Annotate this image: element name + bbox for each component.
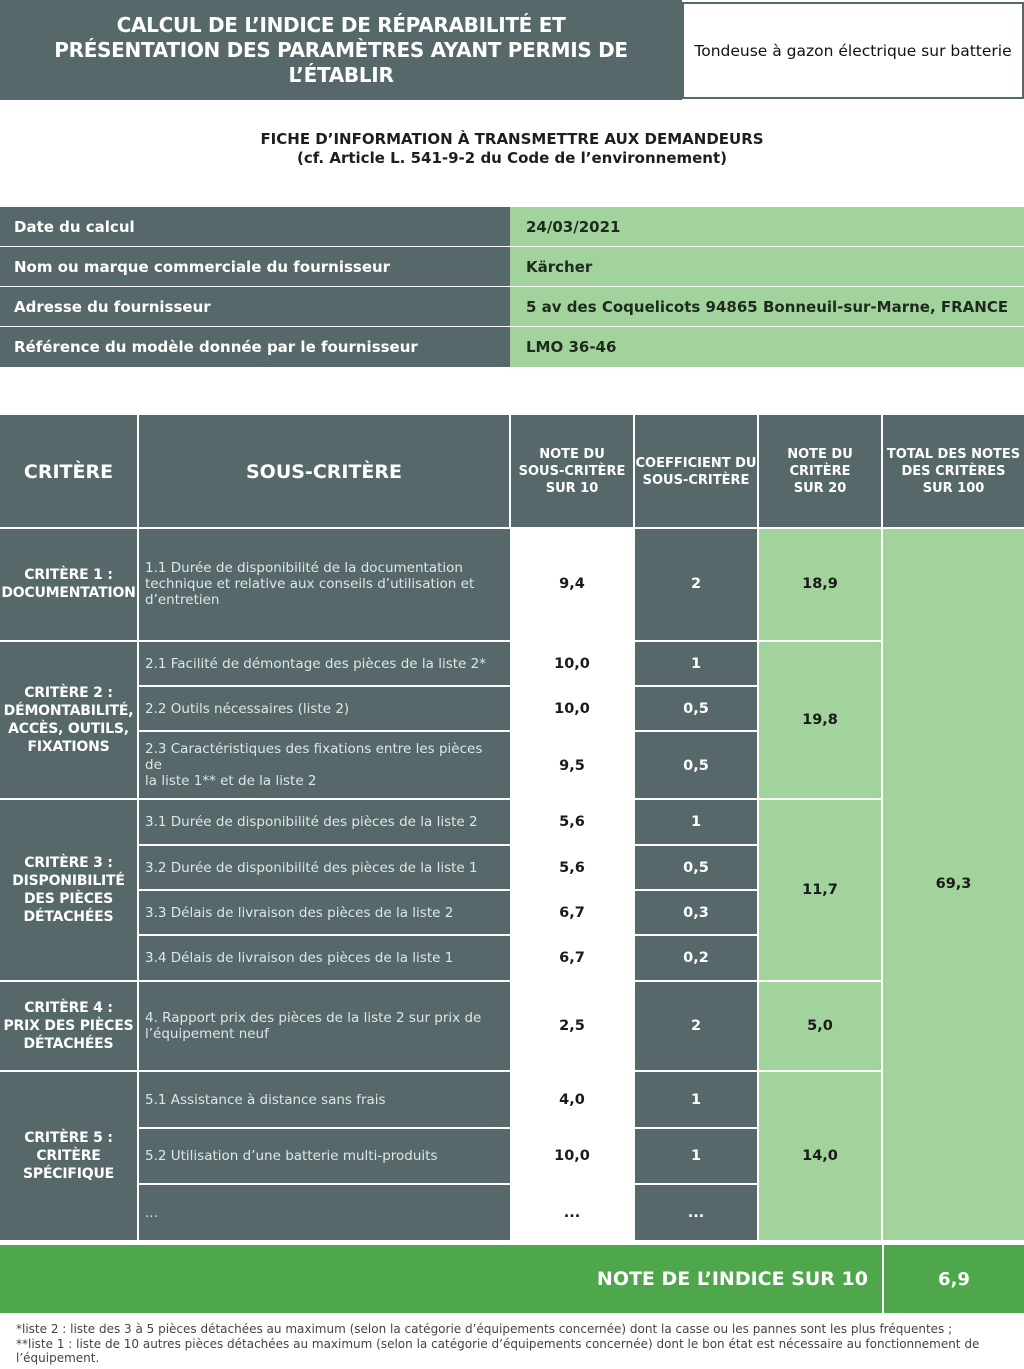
sub-criterion-coef: 1 xyxy=(690,1148,702,1164)
sub-criterion-note: 9,4 xyxy=(559,576,585,592)
sub-criterion-coef: 0,2 xyxy=(683,950,709,966)
col-header-coefficient: COEFFICIENT DU SOUS-CRITÈRE xyxy=(635,455,757,488)
sub-criterion-text: 3.1 Durée de disponibilité des pièces de la liste 2 xyxy=(145,814,478,830)
criterion-name: CRITÈRE 2 : DÉMONTABILITÉ, ACCÈS, OUTILS, FIXATIONS xyxy=(3,685,134,755)
sub-criterion-coef: 1 xyxy=(690,814,702,830)
info-label: Référence du modèle donnée par le fournisseur xyxy=(0,327,510,367)
sub-criterion-note: 5,6 xyxy=(559,814,585,830)
sub-criterion-note: 4,0 xyxy=(559,1091,585,1108)
criterion-score: 5,0 xyxy=(807,1018,833,1034)
col-header-note-sous: NOTE DU SOUS-CRITÈRE SUR 10 xyxy=(518,447,626,496)
sub-criterion-coef: 0,5 xyxy=(683,859,709,876)
sub-criterion-text: 3.2 Durée de disponibilité des pièces de la liste 1 xyxy=(145,859,478,876)
sub-criterion-coef: 0,3 xyxy=(683,904,709,921)
total-score: 69,3 xyxy=(935,876,972,892)
criterion-name: CRITÈRE 3 : DISPONIBILITÉ DES PIÈCES DÉTACHÉES xyxy=(12,855,125,925)
criterion-name: CRITÈRE 1 : DOCUMENTATION xyxy=(1,567,136,601)
col-header-critere: CRITÈRE xyxy=(23,460,114,483)
header-title-block xyxy=(0,0,682,100)
title-line-1: CALCUL DE L’INDICE DE RÉPARABILITÉ ET xyxy=(116,12,566,37)
info-label: Nom ou marque commerciale du fournisseur xyxy=(0,247,510,287)
sub-criterion-note: 9,5 xyxy=(559,758,585,774)
criterion-name: CRITÈRE 5 : CRITÈRE SPÉCIFIQUE xyxy=(23,1130,114,1182)
index-score-label: NOTE DE L’INDICE SUR 10 xyxy=(596,1268,868,1290)
sub-criterion-text: 1.1 Durée de disponibilité de la documentation technique et relative aux conseils d’utilisation et d’entretien xyxy=(145,560,475,608)
info-label: Adresse du fournisseur xyxy=(0,287,510,327)
subtitle-line-2: (cf. Article L. 541-9-2 du Code de l’environnement) xyxy=(296,149,728,167)
sub-criterion-text: 3.4 Délais de livraison des pièces de la liste 1 xyxy=(145,950,454,966)
sub-criterion-text: 2.1 Facilité de démontage des pièces de la liste 2* xyxy=(145,655,486,672)
sub-criterion-text: ... xyxy=(145,1204,158,1221)
page-title xyxy=(0,13,682,88)
criterion-score: 11,7 xyxy=(802,882,838,898)
sub-criterion-note: 2,5 xyxy=(559,1018,585,1034)
sub-criterion-coef: 2 xyxy=(690,576,702,592)
info-value: 5 av des Coquelicots 94865 Bonneuil-sur-Marne, FRANCE xyxy=(510,287,1024,327)
sub-criterion-note: 10,0 xyxy=(554,1148,590,1164)
sub-criterion-note: 10,0 xyxy=(554,655,590,672)
sub-criterion-coef: 1 xyxy=(690,655,702,672)
col-header-note-critere: NOTE DU CRITÈRE SUR 20 xyxy=(787,447,853,496)
sub-criterion-note: 6,7 xyxy=(559,904,585,921)
sub-criterion-coef: ... xyxy=(687,1204,705,1221)
criterion-name: CRITÈRE 4 : PRIX DES PIÈCES DÉTACHÉES xyxy=(3,1000,134,1052)
info-value: 24/03/2021 xyxy=(510,207,1024,247)
title-line-2: PRÉSENTATION DES PARAMÈTRES AYANT PERMIS DE L’ÉTABLIR xyxy=(54,37,628,87)
info-value: Kärcher xyxy=(510,247,1024,287)
col-header-sous-critere: SOUS-CRITÈRE xyxy=(245,460,403,483)
criterion-score: 19,8 xyxy=(802,712,838,728)
criterion-score: 18,9 xyxy=(802,576,838,592)
info-value: LMO 36-46 xyxy=(510,327,1024,367)
sub-criterion-text: 5.1 Assistance à distance sans frais xyxy=(145,1091,386,1108)
sub-criterion-text: 3.3 Délais de livraison des pièces de la liste 2 xyxy=(145,904,454,921)
sub-criterion-coef: 0,5 xyxy=(683,758,709,774)
footnote-list-1-cont: l’équipement. xyxy=(16,1351,100,1365)
footnote-list-1: **liste 1 : liste de 10 autres pièces détachées au maximum (selon la catégorie d’équipements concernée) dont le bon état est nécessaire au fonctionnement de xyxy=(16,1337,980,1351)
product-category: Tondeuse à gazon électrique sur batterie xyxy=(694,41,1012,60)
sub-criterion-text: 4. Rapport prix des pièces de la liste 2 sur prix de l’équipement neuf xyxy=(145,1010,482,1042)
criterion-score: 14,0 xyxy=(802,1148,838,1164)
sub-criterion-note: 10,0 xyxy=(554,700,590,717)
sub-criterion-text: 2.2 Outils nécessaires (liste 2) xyxy=(145,700,350,717)
sub-criterion-coef: 0,5 xyxy=(683,700,709,717)
col-header-total: TOTAL DES NOTES DES CRITÈRES SUR 100 xyxy=(886,447,1021,496)
sub-criterion-text: 5.2 Utilisation d’une batterie multi-produits xyxy=(145,1148,438,1164)
product-category-box xyxy=(682,2,1024,99)
sub-criterion-note: ... xyxy=(563,1204,581,1221)
info-label: Date du calcul xyxy=(0,207,510,247)
document-subtitle xyxy=(0,130,1024,168)
sub-criterion-text: 2.3 Caractéristiques des fixations entre les pièces de la liste 1** et de la liste 2 xyxy=(145,741,483,789)
subtitle-line-1: FICHE D’INFORMATION À TRANSMETTRE AUX DEMANDEURS xyxy=(260,130,764,148)
index-score-value: 6,9 xyxy=(938,1268,970,1290)
sub-criterion-note: 5,6 xyxy=(559,859,585,876)
sub-criterion-coef: 2 xyxy=(690,1018,702,1034)
sub-criterion-coef: 1 xyxy=(690,1091,702,1108)
sub-criterion-note: 6,7 xyxy=(559,950,585,966)
footnote-list-2: *liste 2 : liste des 3 à 5 pièces détachées au maximum (selon la catégorie d’équipements concernée) dont la casse ou les pannes sont les plus fréquentes ; xyxy=(16,1322,953,1336)
